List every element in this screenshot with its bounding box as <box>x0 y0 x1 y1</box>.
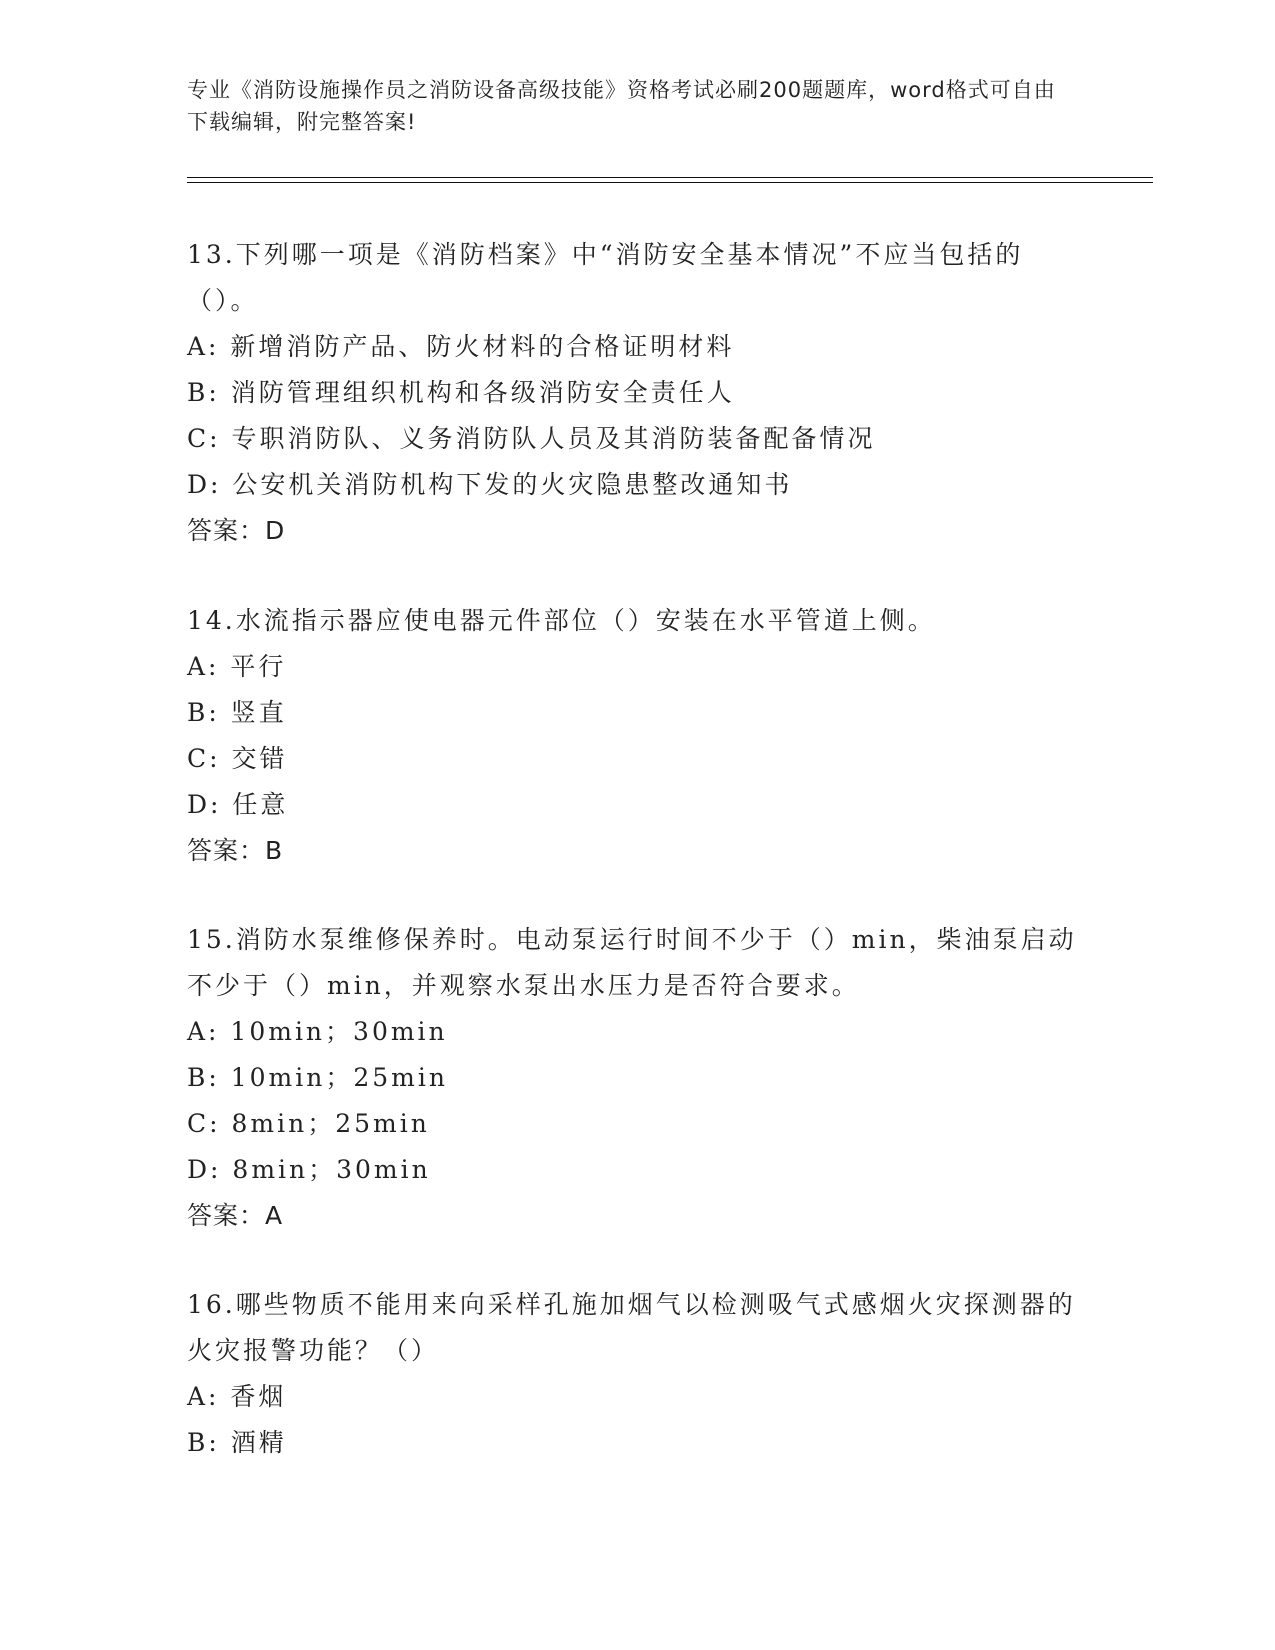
document-header: 专业《消防设施操作员之消防设备高级技能》资格考试必刷200题题库，word格式可自由下载编辑，附完整答案! <box>187 78 1056 134</box>
header-divider-bottom <box>187 182 1153 183</box>
option-b: B: 酒精 <box>187 1428 287 1457</box>
option-c: C: 专职消防队、义务消防队人员及其消防装备配备情况 <box>187 424 876 453</box>
question-13 <box>187 232 1087 554</box>
answer: 答案：A <box>187 1201 284 1230</box>
option-b: B: 竖直 <box>187 698 287 727</box>
option-d: D: 任意 <box>187 790 289 819</box>
option-d: D: 公安机关消防机构下发的火灾隐患整改通知书 <box>187 470 793 499</box>
option-b: B: 10min；25min <box>187 1063 448 1092</box>
option-a: A: 香烟 <box>187 1382 287 1411</box>
answer: 答案：D <box>187 516 286 545</box>
question-stem: 14.水流指示器应使电器元件部位（）安装在水平管道上侧。 <box>187 606 936 635</box>
question-14 <box>187 598 1087 874</box>
question-16 <box>187 1282 1087 1466</box>
header-divider-top <box>187 177 1153 178</box>
option-b: B: 消防管理组织机构和各级消防安全责任人 <box>187 378 735 407</box>
option-c: C: 交错 <box>187 744 288 773</box>
option-c: C: 8min；25min <box>187 1109 430 1138</box>
question-stem: 13.下列哪一项是《消防档案》中“消防安全基本情况”不应当包括的（）。 <box>187 240 1024 315</box>
question-stem: 15.消防水泵维修保养时。电动泵运行时间不少于（）min，柴油泵启动不少于（）min，并观察水泵出水压力是否符合要求。 <box>187 925 1077 1000</box>
answer: 答案：B <box>187 836 284 865</box>
option-a: A: 10min；30min <box>187 1017 448 1046</box>
question-15 <box>187 917 1087 1239</box>
question-stem: 16.哪些物质不能用来向采样孔施加烟气以检测吸气式感烟火灾探测器的火灾报警功能？（） <box>187 1290 1076 1365</box>
option-a: A: 平行 <box>187 652 287 681</box>
option-d: D: 8min；30min <box>187 1155 431 1184</box>
option-a: A: 新增消防产品、防火材料的合格证明材料 <box>187 332 735 361</box>
